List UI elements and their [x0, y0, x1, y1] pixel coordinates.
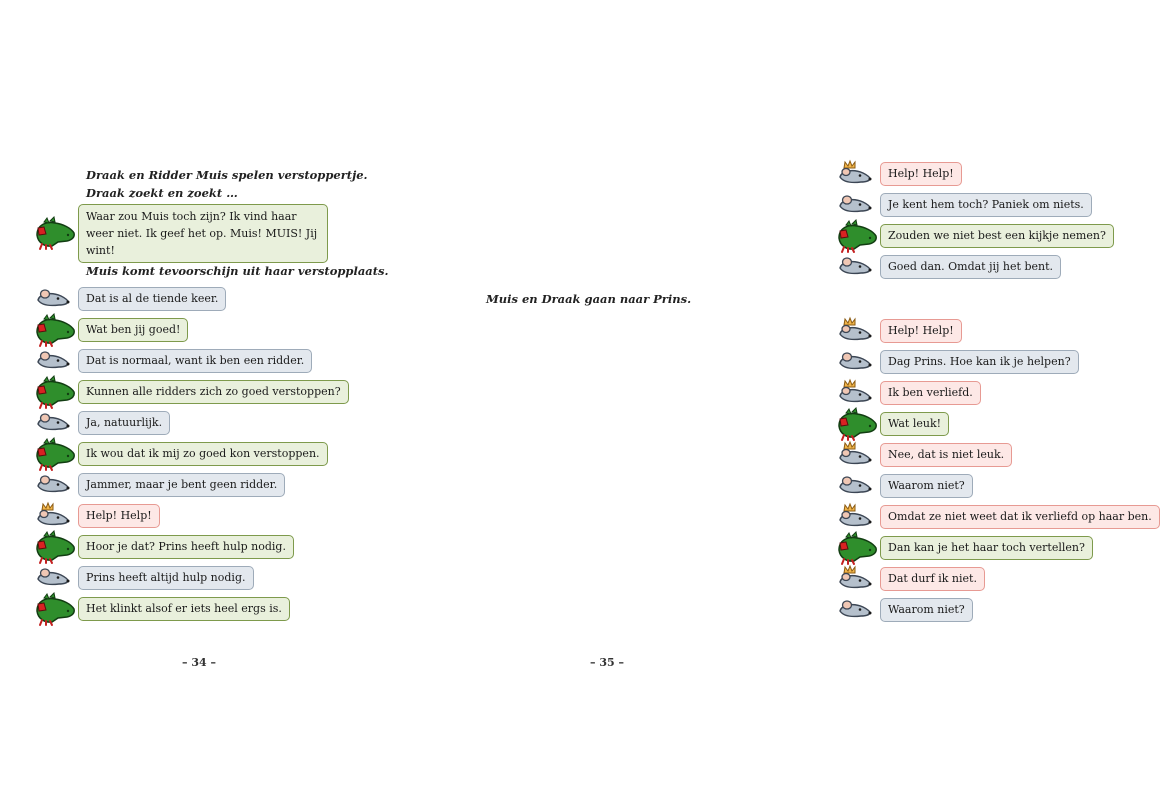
- narration-line: Draak zoekt en zoekt …: [86, 186, 238, 200]
- speech-bubble: Je kent hem toch? Paniek om niets.: [880, 193, 1092, 217]
- speech-bubble: Nee, dat is niet leuk.: [880, 443, 1012, 467]
- speech-bubble: Help! Help!: [880, 319, 962, 343]
- dragon-head-icon: [836, 533, 878, 563]
- speech-bubble: Omdat ze niet weet dat ik verliefd op haar ben.: [880, 505, 1160, 529]
- mouse-with-crown-icon: [836, 378, 878, 408]
- mouse-with-crown-icon: [836, 440, 878, 470]
- dialogue-line: [836, 316, 962, 346]
- narration-intro: [86, 166, 368, 202]
- mouse-head-icon: [34, 563, 76, 593]
- speech-bubble: Waarom niet?: [880, 598, 973, 622]
- mouse-with-crown-icon: [836, 502, 878, 532]
- bubble-text: Waar zou Muis toch zijn? Ik vind haar weer: [86, 209, 297, 240]
- speech-bubble: Dat durf ik niet.: [880, 567, 985, 591]
- dragon-head-icon: [34, 315, 76, 345]
- mouse-head-icon: [836, 595, 878, 625]
- speech-bubble: Kunnen alle ridders zich zo goed verstoppen?: [78, 380, 349, 404]
- speech-bubble: Het klinkt alsof er iets heel ergs is.: [78, 597, 290, 621]
- mouse-head-icon: [34, 284, 76, 314]
- mouse-with-crown-icon: [836, 316, 878, 346]
- narration-line: Muis komt tevoorschijn uit haar verstopplaats.: [86, 264, 389, 278]
- narration-line: Draak en Ridder Muis spelen verstoppertje.: [86, 168, 368, 182]
- mouse-head-icon: [836, 190, 878, 220]
- speech-bubble: Jammer, maar je bent geen ridder.: [78, 473, 285, 497]
- speech-bubble: Ik wou dat ik mij zo goed kon verstoppen.: [78, 442, 328, 466]
- page-number: – 34 –: [182, 656, 216, 669]
- speech-bubble: Wat ben jij goed!: [78, 318, 188, 342]
- mouse-head-icon: [836, 471, 878, 501]
- mouse-with-crown-icon: [836, 159, 878, 189]
- mouse-head-icon: [34, 470, 76, 500]
- dialogue-line: [34, 563, 254, 593]
- right-page: [400, 0, 1152, 800]
- dialogue-line: [34, 439, 328, 469]
- speech-bubble: Waarom niet?: [880, 474, 973, 498]
- dialogue-line: [34, 377, 349, 407]
- dragon-head-icon: [34, 218, 76, 248]
- speech-bubble: Dag Prins. Hoe kan ik je helpen?: [880, 350, 1079, 374]
- dialogue-line: [836, 252, 1061, 282]
- bubble-text: niet. Ik geef het op. Muis! MUIS! Jij wint!: [86, 226, 318, 257]
- dialogue-line: [836, 440, 1012, 470]
- dragon-head-icon: [34, 532, 76, 562]
- dialogue-line: [34, 346, 312, 376]
- speech-bubble: [78, 204, 328, 263]
- narration-line: Muis en Draak gaan naar Prins.: [486, 292, 692, 306]
- mouse-head-icon: [34, 346, 76, 376]
- dialogue-line: [34, 501, 160, 531]
- speech-bubble: Hoor je dat? Prins heeft hulp nodig.: [78, 535, 294, 559]
- speech-bubble: Prins heeft altijd hulp nodig.: [78, 566, 254, 590]
- speech-bubble: Zouden we niet best een kijkje nemen?: [880, 224, 1114, 248]
- left-page: [0, 0, 400, 800]
- dialogue-line: [34, 594, 290, 624]
- mouse-with-crown-icon: [836, 564, 878, 594]
- page-number: – 35 –: [590, 656, 624, 669]
- dialogue-line: [34, 470, 285, 500]
- speech-bubble: Dan kan je het haar toch vertellen?: [880, 536, 1093, 560]
- speech-bubble: Help! Help!: [78, 504, 160, 528]
- dialogue-line: [836, 347, 1079, 377]
- dialogue-line: [34, 532, 294, 562]
- mouse-head-icon: [836, 252, 878, 282]
- mouse-head-icon: [34, 408, 76, 438]
- speech-bubble: Dat is al de tiende keer.: [78, 287, 226, 311]
- dialogue-line: [34, 408, 170, 438]
- dialogue-line: [34, 209, 328, 257]
- mouse-head-icon: [836, 347, 878, 377]
- dragon-head-icon: [34, 377, 76, 407]
- speech-bubble: Dat is normaal, want ik ben een ridder.: [78, 349, 312, 373]
- dialogue-line: [836, 159, 962, 189]
- mouse-with-crown-icon: [34, 501, 76, 531]
- speech-bubble: Ja, natuurlijk.: [78, 411, 170, 435]
- dialogue-line: [836, 409, 949, 439]
- dialogue-line: [836, 221, 1114, 251]
- dragon-head-icon: [836, 409, 878, 439]
- dialogue-line: [34, 284, 226, 314]
- speech-bubble: Ik ben verliefd.: [880, 381, 981, 405]
- speech-bubble: Wat leuk!: [880, 412, 949, 436]
- speech-bubble: Help! Help!: [880, 162, 962, 186]
- dialogue-line: [836, 471, 973, 501]
- dialogue-line: [836, 595, 973, 625]
- dialogue-line: [836, 378, 981, 408]
- dragon-head-icon: [836, 221, 878, 251]
- dialogue-line: [34, 315, 188, 345]
- dialogue-line: [836, 502, 1160, 532]
- dialogue-line: [836, 190, 1092, 220]
- dialogue-line: [836, 533, 1093, 563]
- speech-bubble: Goed dan. Omdat jij het bent.: [880, 255, 1061, 279]
- dragon-head-icon: [34, 439, 76, 469]
- dragon-head-icon: [34, 594, 76, 624]
- dialogue-line: [836, 564, 985, 594]
